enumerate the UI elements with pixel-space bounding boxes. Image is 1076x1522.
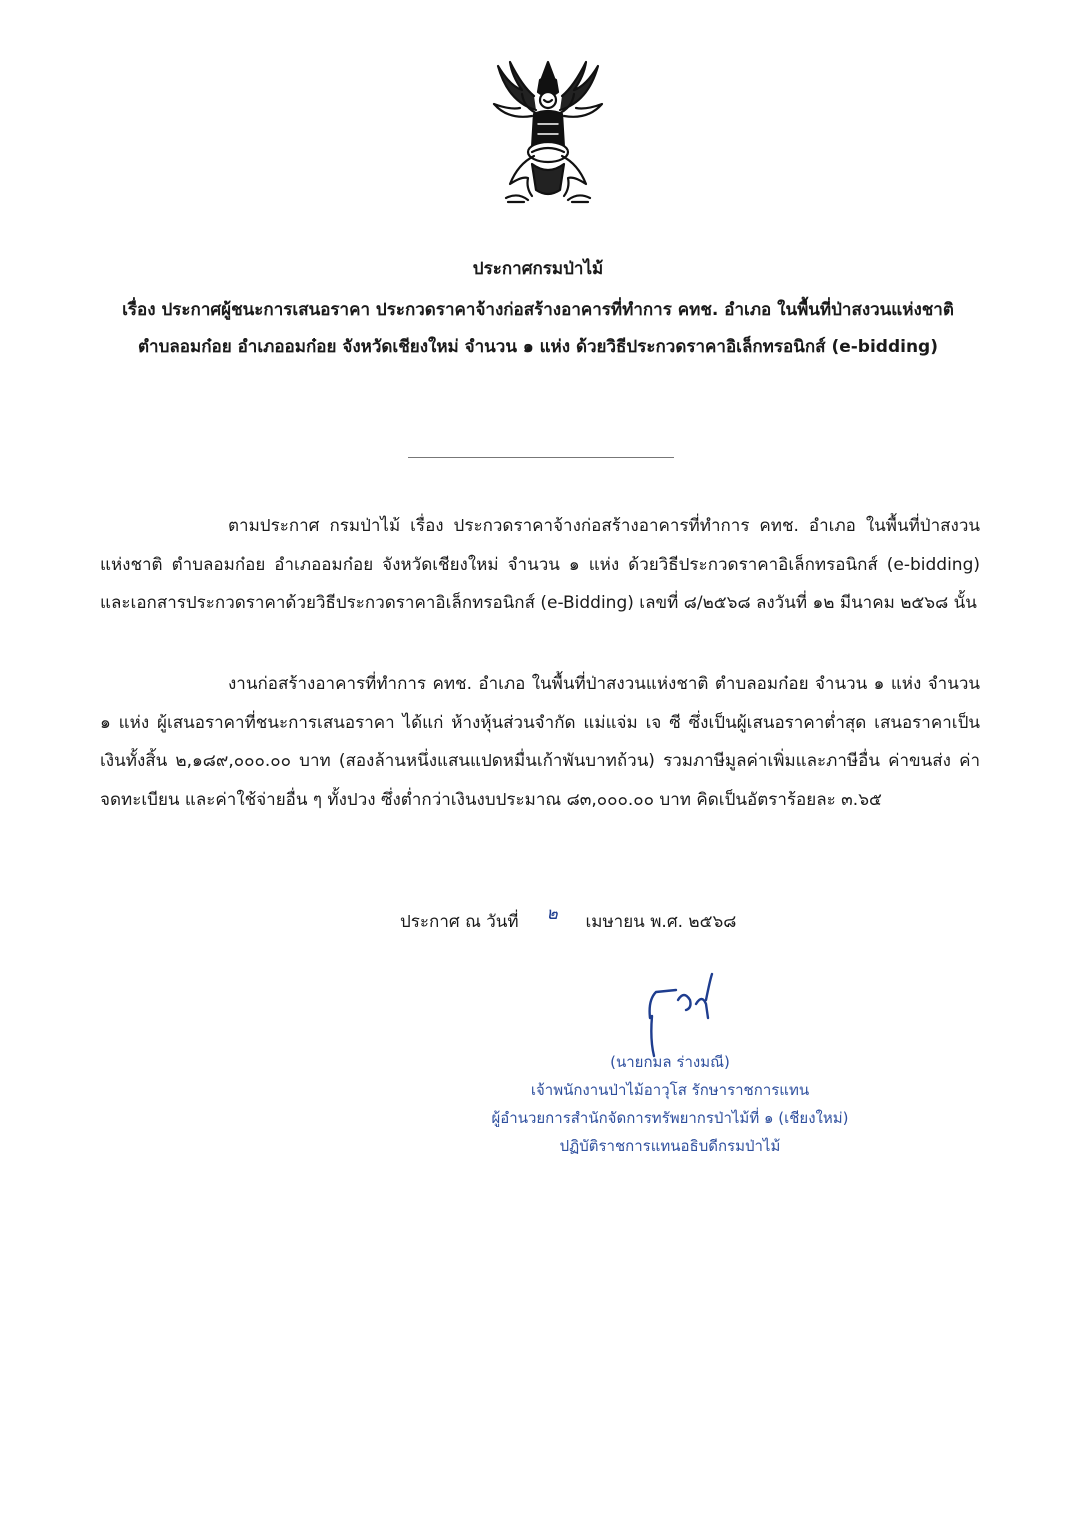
garuda-emblem-icon <box>488 56 608 208</box>
signatory-position-1: เจ้าพนักงานป่าไม้อาวุโส รักษาราชการแทน <box>530 1081 810 1099</box>
announcement-date <box>400 904 737 935</box>
signatory-position-2: ผู้อำนวยการสำนักจัดการทรัพยากรป่าไม้ที่ ๑ (เชียงใหม่) <box>491 1109 849 1127</box>
date-month-year: เมษายน พ.ศ. ๒๕๖๘ <box>585 912 737 932</box>
announcement-subject: เรื่อง ประกาศผู้ชนะการเสนอราคา ประกวดราคาจ้างก่อสร้างอาคารที่ทำการ คทช. อำเภอ ในพื้นที่ป่าสงวนแห่งชาติ ตำบลอมก๋อย อำเภออมก๋อย จังหวัดเชียงใหม่ จำนวน ๑ แห่ง ด้วยวิธีประกวดราคาอิเล็กทรอนิกส์ (e-bidding) <box>122 300 954 357</box>
body-paragraph-1: ตามประกาศ กรมป่าไม้ เรื่อง ประกวดราคาจ้างก่อสร้างอาคารที่ทำการ คทช. อำเภอ ในพื้นที่ป่าสงวนแห่งชาติ ตำบลอมก๋อย อำเภออมก๋อย จังหวัดเชียงใหม่ จำนวน ๑ แห่ง ด้วยวิธีประกวดราคาอิเล็กทรอนิกส์ (e-bidding) และเอกสารประกวดราคาด้วยวิธีประกวดราคาอิเล็กทรอนิกส์ (e-Bidding) เลขที่ ๘/๒๕๖๘ ลงวันที่ ๑๒ มีนาคม ๒๕๖๘ นั้น <box>100 516 980 613</box>
date-prefix: ประกาศ ณ วันที่ <box>400 912 519 932</box>
body-paragraph-2: งานก่อสร้างอาคารที่ทำการ คทช. อำเภอ ในพื้นที่ป่าสงวนแห่งชาติ ตำบลอมก๋อย จำนวน ๑ แห่ง จำนวน ๑ แห่ง ผู้เสนอราคาที่ชนะการเสนอราคา ได้แก่ ห้างหุ้นส่วนจำกัด แม่แจ่ม เจ ซี ซึ่งเป็นผู้เสนอราคาต่ำสุด เสนอราคาเป็นเงินทั้งสิ้น ๒,๑๘๙,๐๐๐.๐๐ บาท (สองล้านหนึ่งแสนแปดหมื่นเก้าพันบาทถ้วน) รวมภาษีมูลค่าเพิ่มและภาษีอื่น ค่าขนส่ง ค่าจดทะเบียน และค่าใช้จ่ายอื่น ๆ ทั้งปวง ซึ่งต่ำกว่าเงินงบประมาณ ๘๓,๐๐๐.๐๐ บาท คิดเป็นอัตราร้อยละ ๓.๖๕ <box>100 674 980 810</box>
signature-icon <box>620 970 730 1060</box>
signature-block <box>470 1048 870 1160</box>
announcement-title: ประกาศกรมป่าไม้ <box>472 259 604 279</box>
signatory-position-3: ปฏิบัติราชการแทนอธิบดีกรมป่าไม้ <box>559 1137 781 1155</box>
divider <box>408 457 674 458</box>
signatory-name: (นายกมล ร่างมณี) <box>610 1053 730 1071</box>
date-day: ๒ <box>546 904 558 924</box>
